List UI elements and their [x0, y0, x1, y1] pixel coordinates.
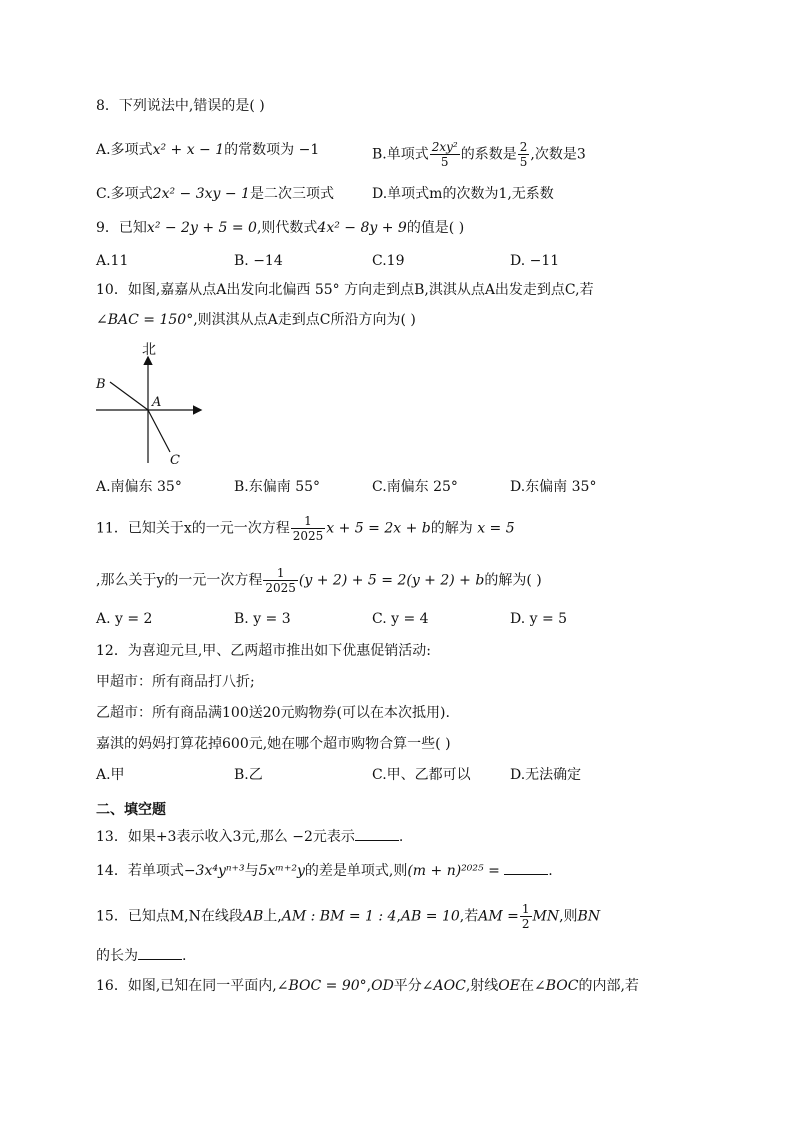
- answer-blank: [355, 826, 399, 841]
- q12-option-c: C.甲、乙都可以: [372, 767, 471, 783]
- q11-option-a: A. y = 2: [96, 611, 153, 627]
- label-b: B: [96, 377, 106, 392]
- q9-option-d: D. −11: [510, 253, 560, 269]
- q13: 13．如果+3表示收入3元,那么 −2元表示 .: [96, 826, 403, 847]
- q11-option-d: D. y = 5: [510, 611, 568, 627]
- q10-option-b: B.东偏南 55°: [234, 479, 321, 495]
- q10-line1: 10．如图,嘉嘉从点A出发向北偏西 55° 方向走到点B,淇淇从点A出发走到点C,若: [96, 282, 594, 298]
- q12-line2: 乙超市：所有商品满100送20元购物券(可以在本次抵用).: [96, 705, 450, 721]
- ray-ac: [148, 410, 170, 452]
- q14: 14．若单项式−3x⁴yⁿ⁺³与5xᵐ⁺²y的差是单项式,则(m + n)²⁰²⁵ = .: [96, 860, 553, 881]
- q15-line2: 的长为 .: [96, 945, 186, 966]
- q12-option-a: A.甲: [96, 767, 125, 783]
- fraction: $\frac{1}{2025}$: [265, 566, 296, 595]
- label-c: C: [170, 453, 180, 468]
- fraction: $\frac{\text{2xy²}}{5}$: [431, 140, 458, 169]
- ray-ab: [110, 382, 148, 410]
- q11-option-c: C. y = 4: [372, 611, 429, 627]
- q8-option-b: B.单项式 $\frac{\text{2xy²}}{5}$ 的系数是 $\frac{2}{5}$ ,次数是3: [372, 140, 586, 169]
- q10-option-a: A.南偏东 35°: [96, 479, 182, 495]
- q8-option-d: D.单项式m的次数为1,无系数: [372, 186, 554, 202]
- label-a: A: [152, 395, 162, 410]
- q10-option-d: D.东偏南 35°: [510, 479, 597, 495]
- fraction: $\frac{1}{2025}$: [292, 514, 324, 543]
- q8-option-c: C.多项式2x² − 3xy − 1是二次三项式: [96, 186, 334, 202]
- q15-line1: 15．已知点M,N在线段AB上,AM : BM = 1 : 4,AB = 10,若AM = $\frac{1}{2}$ MN,则BN: [96, 902, 601, 931]
- answer-blank: [504, 860, 548, 875]
- q11-line2: ,那么关于y的一元一次方程 $\frac{1}{2025}$ (y + 2) + 5 = 2(y + 2) + b的解为( ): [96, 566, 542, 595]
- q12-line3: 嘉淇的妈妈打算花掉600元,她在哪个超市购物合算一些( ): [96, 736, 451, 752]
- q10-line2: ∠BAC = 150°,则淇淇从点A走到点C所沿方向为( ): [96, 312, 416, 328]
- answer-blank: [138, 945, 182, 960]
- q9-stem: 9．已知x² − 2y + 5 = 0,则代数式4x² − 8y + 9的值是( ): [96, 220, 465, 236]
- q9-option-a: A.11: [96, 253, 129, 269]
- q12-line1: 甲超市：所有商品打八折;: [96, 674, 255, 690]
- fraction: $\frac{2}{5}$: [519, 140, 528, 169]
- q9-option-b: B. −14: [234, 253, 283, 269]
- label-north: 北: [142, 342, 156, 358]
- q16: 16．如图,已知在同一平面内,∠BOC = 90°,OD平分∠AOC,射线OE在∠BOC的内部,若: [96, 978, 639, 994]
- q11-line1: 11．已知关于x的一元一次方程 $\frac{1}{2025}$ x + 5 = 2x + b的解为 x = 5: [96, 514, 515, 543]
- q12-stem: 12．为喜迎元旦,甲、乙两超市推出如下优惠促销活动:: [96, 643, 431, 659]
- q8-stem: 8．下列说法中,错误的是( ): [96, 98, 265, 114]
- q8-option-a: A.多项式x² + x − 1的常数项为 −1: [96, 142, 320, 158]
- q11-option-b: B. y = 3: [234, 611, 291, 627]
- q9-option-c: C.19: [372, 253, 405, 269]
- q10-direction-figure: [90, 338, 210, 468]
- q12-option-d: D.无法确定: [510, 767, 582, 783]
- q12-option-b: B.乙: [234, 767, 263, 783]
- fraction: $\frac{1}{2}$: [521, 902, 530, 931]
- q10-option-c: C.南偏东 25°: [372, 479, 458, 495]
- section-heading: 二、填空题: [96, 802, 166, 818]
